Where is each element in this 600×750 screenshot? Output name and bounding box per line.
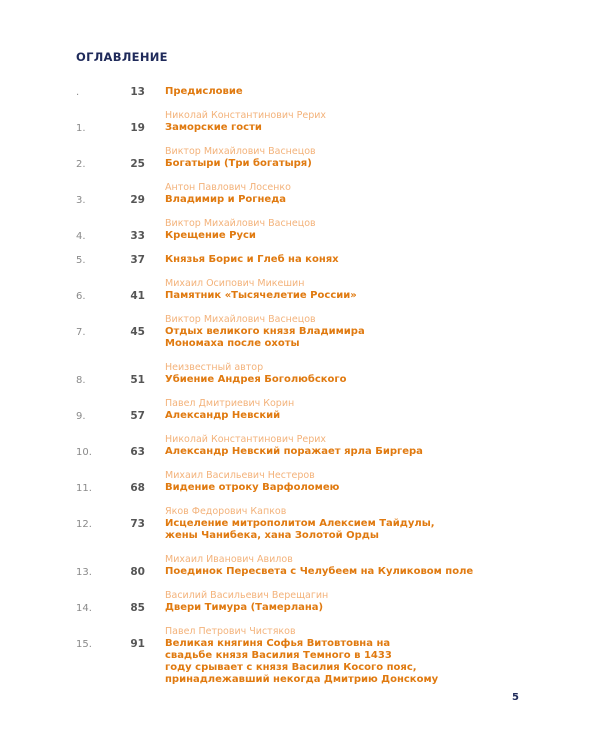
entry-title: Исцеление митрополитом Алексием Тайдулы, [165, 518, 435, 529]
page-title: ОГЛАВЛЕНИЕ [76, 50, 168, 64]
toc-entry [0, 554, 600, 578]
entry-title: Великая княгиня Софья Витовтовна на [165, 638, 391, 649]
entry-number: 11. [76, 483, 92, 494]
toc-entry [0, 146, 600, 170]
toc-entry [0, 314, 600, 350]
entry-author: Михаил Осипович Микешин [165, 278, 305, 289]
entry-title: Отдых великого князя Владимира [165, 326, 365, 337]
entry-author: Яков Федорович Капков [165, 506, 287, 517]
entry-title: принадлежавший некогда Дмитрию Донскому [165, 674, 439, 685]
entry-author: Виктор Михайлович Васнецов [165, 314, 316, 325]
toc-entry [0, 86, 600, 98]
entry-number: 7. [76, 327, 86, 338]
entry-page: 73 [130, 518, 145, 530]
entry-page: 57 [130, 410, 145, 422]
entry-number: . [76, 87, 80, 98]
entry-number: 4. [76, 231, 86, 242]
entry-number: 5. [76, 255, 86, 266]
entry-title: Крещение Руси [165, 230, 256, 241]
entry-title: Предисловие [165, 86, 243, 97]
entry-author: Антон Павлович Лосенко [165, 182, 291, 193]
entry-title: Князья Борис и Глеб на конях [165, 254, 339, 265]
toc-entry [0, 362, 600, 386]
entry-title: Александр Невский [165, 410, 281, 421]
entry-page: 68 [130, 482, 145, 494]
page-number: 5 [512, 692, 519, 703]
entry-title: Богатыри (Три богатыря) [165, 158, 312, 169]
entry-author: Михаил Васильевич Нестеров [165, 470, 315, 481]
entry-author: Николай Константинович Рерих [165, 434, 327, 445]
entry-page: 63 [130, 446, 145, 458]
entry-page: 25 [130, 158, 145, 170]
entry-number: 12. [76, 519, 92, 530]
entry-author: Виктор Михайлович Васнецов [165, 218, 316, 229]
entry-page: 45 [130, 326, 145, 338]
entry-number: 2. [76, 159, 86, 170]
entry-page: 85 [130, 602, 145, 614]
entry-page: 19 [130, 122, 145, 134]
entry-number: 6. [76, 291, 86, 302]
toc-entry [0, 110, 600, 134]
toc-entry [0, 506, 600, 542]
entry-title: Мономаха после охоты [165, 338, 300, 349]
entry-page: 13 [130, 86, 145, 98]
entry-number: 14. [76, 603, 92, 614]
entry-number: 1. [76, 123, 86, 134]
entry-page: 51 [130, 374, 145, 386]
entry-author: Михаил Иванович Авилов [165, 554, 293, 565]
entry-page: 91 [130, 638, 145, 650]
entry-page: 41 [130, 290, 145, 302]
entry-author: Виктор Михайлович Васнецов [165, 146, 316, 157]
entry-number: 15. [76, 639, 92, 650]
entry-number: 8. [76, 375, 86, 386]
entry-title: Памятник «Тысячелетие России» [165, 290, 357, 301]
toc-entry [0, 278, 600, 302]
entry-title: Поединок Пересвета с Челубеем на Куликовом поле [165, 566, 474, 577]
entry-author: Павел Петрович Чистяков [165, 626, 296, 637]
entry-page: 37 [130, 254, 145, 266]
entry-title: жены Чанибека, хана Золотой Орды [165, 530, 379, 541]
entry-title: году срывает с князя Василия Косого пояс, [165, 662, 417, 673]
toc-entry [0, 218, 600, 242]
entry-page: 33 [130, 230, 145, 242]
entry-title: Двери Тимура (Тамерлана) [165, 602, 324, 613]
entry-number: 9. [76, 411, 86, 422]
entry-author: Николай Константинович Рерих [165, 110, 327, 121]
toc-entry [0, 254, 600, 266]
toc-entry [0, 626, 600, 686]
entry-page: 80 [130, 566, 145, 578]
entry-title: Убиение Андрея Боголюбского [165, 374, 347, 385]
toc-entry [0, 434, 600, 458]
entry-page: 29 [130, 194, 145, 206]
toc-entry [0, 590, 600, 614]
entry-title: свадьбе князя Василия Темного в 1433 [165, 650, 392, 661]
entry-title: Александр Невский поражает ярла Биргера [165, 446, 423, 457]
entry-number: 13. [76, 567, 92, 578]
entry-author: Василий Васильевич Верещагин [165, 590, 329, 601]
entry-author: Павел Дмитриевич Корин [165, 398, 295, 409]
entry-number: 3. [76, 195, 86, 206]
entry-number: 10. [76, 447, 92, 458]
entry-title: Заморские гости [165, 122, 262, 133]
entry-title: Видение отроку Варфоломею [165, 482, 340, 493]
entry-title: Владимир и Рогнеда [165, 194, 287, 205]
toc-entry [0, 398, 600, 422]
toc-entry [0, 470, 600, 494]
entry-author: Неизвестный автор [165, 362, 264, 373]
toc-entry [0, 182, 600, 206]
